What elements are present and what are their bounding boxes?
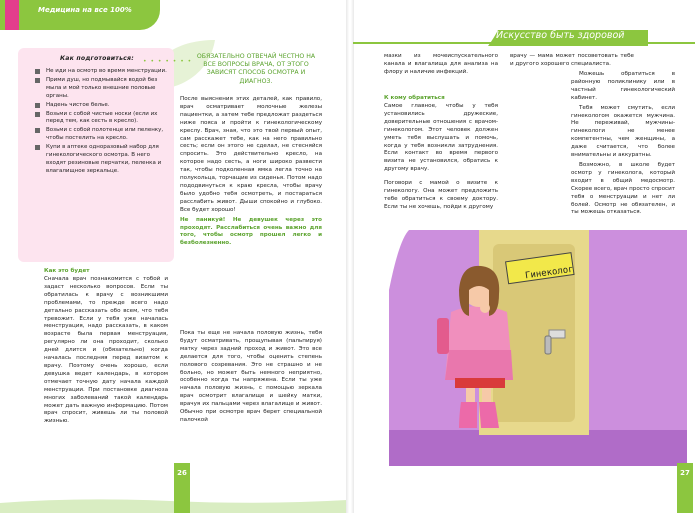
- right-col1-top: мазки из мочеиспускательного канала и влагалища для анализа на флору и наличие инфекций.: [384, 53, 498, 75]
- right-col3-p2: Тебя может смутить, если гинекологом окажется мужчина. Не переживай, мужчины-гинекологи не менее компетентны, чем женщины, а даже считается, что более внимательны и аккуратны.: [571, 104, 675, 159]
- checklist-item: Надень чистое белье.: [46, 102, 170, 110]
- checklist-item: Возьми с собой полотенце или пеленку, чтобы постелить на кресло.: [46, 127, 170, 143]
- callout-text: ОБЯЗАТЕЛЬНО ОТВЕЧАЙ ЧЕСТНО НА ВСЕ ВОПРОСЫ ВРАЧА, ОТ ЭТОГО ЗАВИСЯТ СПОСОБ ОСМОТРА И ДИАГНОЗ.: [196, 53, 316, 85]
- checklist-item: Купи в аптеке одноразовый набор для гинекологического осмотра. В него входят резиновые перчатки, пеленка и влагалищное зеркальце.: [46, 144, 170, 176]
- page-number-right: 27: [680, 469, 690, 477]
- checklist-item: Прими душ, но подмывайся водой без мыла и мой только внешние половые органы.: [46, 77, 170, 101]
- section-header-band: [0, 0, 168, 34]
- subheading-whom: К кому обратиться: [384, 95, 445, 101]
- right-col3-p3: Возможно, в школе будет осмотр у гинеколога, который входит в общий медосмотр. Скорее всего, врач просто спросит тебя о менструации и нет ли болей. Осмотр не обязателен, и ты можешь отказаться.: [571, 161, 675, 216]
- checklist-title: Как подготовиться:: [60, 55, 134, 62]
- subheading-how: Как это будет: [44, 268, 90, 274]
- section-tab-label: Медицина на все 100%: [38, 6, 132, 14]
- right-col1-body: Самое главное, чтобы у тебя установились дружеские, доверительные отношения с врачом-гинекологом. Этот человек должен уметь тебя выслушать и помочь, когда у тебя возникли затруднения. Если контакт во время первого визита не установился, обратись к другому врачу.: [384, 103, 498, 173]
- checklist: [46, 68, 170, 177]
- book-gutter: [346, 0, 354, 513]
- title-dots: • • • • • • •: [143, 58, 193, 65]
- door-sign: Гинеколог: [524, 264, 575, 282]
- checklist-item: Не иди на осмотр во время менструации.: [46, 68, 170, 76]
- body-text-col1: Сначала врач познакомится с тобой и задаст несколько вопросов. Если ты обратилась к врачу с возникшими проблемами, то прежде всего надо детально рассказать обо всем, что тебя тревожит. Если у тебя уже началась менструация, надо рассказать, в каком возрасте была первая менструация, регулярно ли она проходит, сколько дней длится и (обязательно) когда началась последняя перед визитом к врачу. Поэтому очень хорошо, если девушка ведет календарь, в котором отмечает точную дату начала каждой менструации. При постановке диагноза многих заболеваний такой календарь может дать важную информацию. Потом врач спросит, живешь ли ты половой жизнью.: [44, 276, 168, 425]
- body-text-col2: [180, 96, 322, 248]
- right-col2-top: врачу — мама может посоветовать тебе и другого хорошего специалиста.: [510, 53, 634, 67]
- body-text-col2b: Пока ты еще не начала половую жизнь, тебя будут осматривать, прощупывая (пальпируя) матку через задний проход и живот. Это все делается для того, чтобы оценить степень полового созревания. Это не страшно и не больно, но может быть немного неприятно, особенно когда ты напряжена. Если ты уже начала половую жизнь, с помощью зеркала врач осмотрит влагалище и шейку матки, врачуя их пальцами через влагалище и живот. Обычно при осмотре врач берет специальной палочкой: [180, 330, 322, 423]
- panic-callout: Не паникуй! Не девушек через это проходят. Расслабиться очень важно для того, чтобы осмотр прошел легко и безболезненно.: [180, 216, 322, 247]
- page-title: Искусство быть здоровой: [496, 30, 625, 41]
- page-number: 26: [177, 469, 187, 477]
- illustration-girl-at-door: [389, 230, 687, 466]
- body-text-col2-main: После выяснения этих деталей, как правило, врач осматривает молочные железы пациентки, а затем тебе предложат раздеться ниже пояса и пройти к гинекологическому креслу. Врач, зная, что это твой первый опыт, сам расскажет тебе, как на него правильно сесть; если он этого не сделал, не стесняйся спросить. Это действительно кресло, на которое надо сесть, а ноги широко развести так, чтобы подколенная ямка легла точно на полукольца, торчащие из сиденья. Потом надо пододвинуться к краю кресла, чтобы врачу было удобно тебя осмотреть, и постараться расслабить живот. Дыши спокойно и глубоко. Все будет хорошо!: [180, 96, 322, 213]
- right-col3-p1: Можешь обратиться в районную поликлинику или в частный гинекологический кабинет.: [571, 71, 675, 101]
- checklist-item: Возьми с собой чистые носки (если их перед тем, как сесть в кресло).: [46, 111, 170, 127]
- right-col1-body-2: Поговори с мамой о визите к гинекологу. Она может предложить тебе обратиться к своему доктору. Если ты не хочешь, пойди к другому: [384, 180, 498, 210]
- right-col3: [571, 71, 675, 217]
